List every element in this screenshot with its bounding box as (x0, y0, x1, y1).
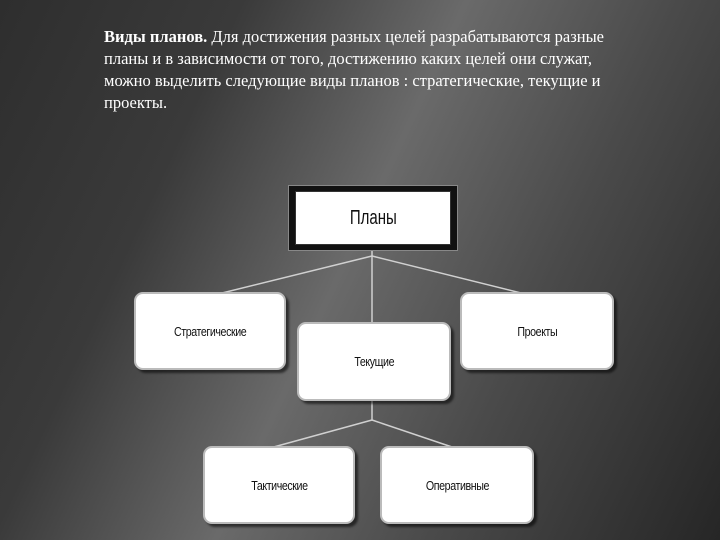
intro-body: Для достижения разных целей разрабатываются разные планы и в зависимости от того, достижению каких целей они служат, можно выделить следующие виды планов : стратегические, текущие и проекты. (104, 27, 604, 112)
node-operational (380, 446, 534, 524)
node-projects (460, 292, 614, 370)
node-tactical (203, 446, 355, 524)
node-root (295, 191, 451, 245)
node-current (297, 322, 451, 401)
connector-root-strategic (218, 256, 372, 294)
node-operational-label: Оперативные (425, 477, 489, 493)
node-strategic-label: Стратегические (173, 323, 247, 339)
connector-root-projects (372, 256, 525, 294)
node-root-frame (288, 185, 458, 251)
node-root-label: Планы (349, 206, 397, 229)
node-projects-label: Проекты (517, 323, 557, 339)
node-current-label: Текущие (354, 354, 394, 369)
connector-current-tactical (270, 420, 372, 448)
node-tactical-label: Тактические (250, 477, 308, 493)
node-strategic (134, 292, 286, 370)
intro-lead: Виды планов. (104, 27, 208, 46)
connector-current-operational (372, 420, 455, 448)
